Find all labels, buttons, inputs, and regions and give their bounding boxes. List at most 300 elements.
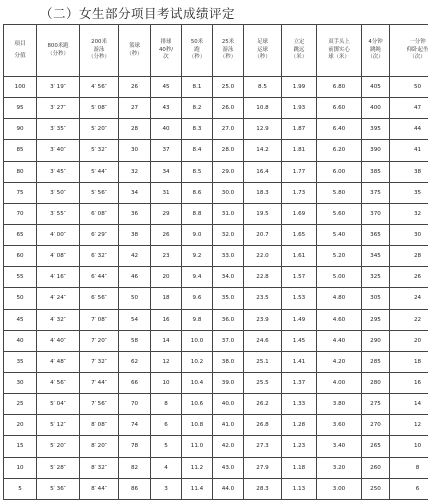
table-cell: 8.4: [182, 140, 213, 161]
table-cell: 20: [151, 267, 182, 288]
table-cell: 7′ 20″: [80, 330, 119, 351]
table-cell: 390: [362, 140, 390, 161]
table-row: [4, 77, 428, 98]
table-cell: 5′ 12″: [37, 415, 80, 436]
column-header: [317, 25, 362, 77]
column-header: [182, 25, 213, 77]
table-cell: 10.4: [182, 372, 213, 393]
column-header: [244, 25, 282, 77]
table-cell: 14: [390, 394, 428, 415]
table-cell: 31.0: [213, 203, 244, 224]
table-cell: 3′ 45″: [37, 161, 80, 182]
table-cell: 22.0: [244, 246, 282, 267]
table-cell: 23.5: [244, 288, 282, 309]
table-cell: 4′ 16″: [37, 267, 80, 288]
column-header-line: 一分钟: [409, 39, 426, 46]
score-cell: 55: [4, 267, 37, 288]
table-cell: 26: [119, 77, 151, 98]
table-cell: 1.41: [282, 351, 317, 372]
table-cell: 8.6: [182, 182, 213, 203]
table-cell: 22.8: [244, 267, 282, 288]
table-cell: 345: [362, 246, 390, 267]
table-cell: 43.0: [213, 457, 244, 478]
table-cell: 26.2: [244, 394, 282, 415]
table-cell: 8.2: [182, 98, 213, 119]
table-row: [4, 394, 428, 415]
column-header-line: 运球: [257, 46, 268, 53]
table-cell: 38: [390, 161, 428, 182]
table-row: [4, 224, 428, 245]
score-cell: 90: [4, 119, 37, 140]
table-cell: 4′ 56″: [37, 372, 80, 393]
table-cell: 41: [390, 140, 428, 161]
score-cell: 35: [4, 351, 37, 372]
table-cell: 40: [151, 119, 182, 140]
table-cell: 44: [390, 119, 428, 140]
table-cell: 5.20: [317, 246, 362, 267]
table-cell: 5′ 20″: [80, 119, 119, 140]
score-table: [3, 24, 428, 500]
table-cell: 10.6: [182, 394, 213, 415]
table-cell: 37: [151, 140, 182, 161]
table-cell: 4′ 56″: [80, 77, 119, 98]
table-cell: 3.00: [317, 478, 362, 499]
column-header: [362, 25, 390, 77]
table-cell: 10: [151, 372, 182, 393]
table-cell: 58: [119, 330, 151, 351]
table-cell: 26.0: [213, 98, 244, 119]
table-cell: 5′ 32″: [80, 140, 119, 161]
column-header-line: 200米: [91, 39, 107, 46]
table-cell: 74: [119, 415, 151, 436]
table-cell: 25.0: [213, 77, 244, 98]
table-cell: 3′ 19″: [37, 77, 80, 98]
column-header-line: 前掷实心: [328, 46, 350, 53]
table-cell: 4.20: [317, 351, 362, 372]
column-header-line: （秒）: [126, 50, 143, 57]
table-cell: 28: [119, 119, 151, 140]
table-cell: 1.33: [282, 394, 317, 415]
table-cell: 3′ 50″: [37, 182, 80, 203]
table-cell: 46: [119, 267, 151, 288]
table-cell: 12: [390, 415, 428, 436]
table-cell: 400: [362, 98, 390, 119]
table-cell: 7′ 08″: [80, 309, 119, 330]
column-header-line: 跑: [194, 46, 200, 53]
table-cell: 10: [390, 436, 428, 457]
table-cell: 4′ 40″: [37, 330, 80, 351]
table-cell: 32: [119, 161, 151, 182]
table-cell: 3′ 35″: [37, 119, 80, 140]
table-cell: 23: [151, 246, 182, 267]
table-cell: 40.0: [213, 394, 244, 415]
column-header-line: （米）: [290, 54, 308, 61]
table-cell: 27.3: [244, 436, 282, 457]
table-cell: 27.9: [244, 457, 282, 478]
score-cell: 40: [4, 330, 37, 351]
table-cell: 39.0: [213, 372, 244, 393]
table-cell: 7′ 56″: [80, 394, 119, 415]
table-cell: 24.6: [244, 330, 282, 351]
table-cell: 5.80: [317, 182, 362, 203]
table-cell: 305: [362, 288, 390, 309]
table-cell: 1.57: [282, 267, 317, 288]
column-header-line: 跳绳: [370, 46, 381, 53]
table-row: [4, 119, 428, 140]
table-cell: 9.0: [182, 224, 213, 245]
table-cell: 290: [362, 330, 390, 351]
table-cell: 16: [151, 309, 182, 330]
table-cell: 3′ 40″: [37, 140, 80, 161]
table-cell: 10.2: [182, 351, 213, 372]
table-cell: 35.0: [213, 288, 244, 309]
table-cell: 3′ 55″: [37, 203, 80, 224]
table-cell: 1.99: [282, 77, 317, 98]
table-cell: 6: [151, 415, 182, 436]
table-cell: 9.2: [182, 246, 213, 267]
table-cell: 10.0: [182, 330, 213, 351]
table-cell: 6′ 32″: [80, 246, 119, 267]
table-cell: 50: [119, 288, 151, 309]
table-cell: 36: [119, 203, 151, 224]
table-cell: 31: [151, 182, 182, 203]
table-row: [4, 267, 428, 288]
column-header-line: 25米: [221, 39, 235, 46]
table-cell: 8.3: [182, 119, 213, 140]
table-cell: 8.8: [182, 203, 213, 224]
corner-header: [4, 25, 37, 77]
column-header: [390, 25, 428, 77]
table-cell: 260: [362, 457, 390, 478]
table-cell: 5′ 20″: [37, 436, 80, 457]
column-header-line: 排球: [160, 39, 172, 46]
column-header-line: 跳远: [293, 46, 305, 53]
score-cell: 70: [4, 203, 37, 224]
table-cell: 14: [151, 330, 182, 351]
column-header: [80, 25, 119, 77]
table-cell: 1.13: [282, 478, 317, 499]
table-cell: 10.8: [244, 98, 282, 119]
table-cell: 1.28: [282, 415, 317, 436]
table-cell: 4.00: [317, 372, 362, 393]
table-cell: 8: [390, 457, 428, 478]
table-cell: 9.6: [182, 288, 213, 309]
table-cell: 38.0: [213, 351, 244, 372]
table-cell: 405: [362, 77, 390, 98]
table-cell: 29.0: [213, 161, 244, 182]
score-cell: 15: [4, 436, 37, 457]
table-cell: 41.0: [213, 415, 244, 436]
table-cell: 66: [119, 372, 151, 393]
table-cell: 1.53: [282, 288, 317, 309]
table-cell: 1.45: [282, 330, 317, 351]
table-cell: 365: [362, 224, 390, 245]
table-cell: 70: [119, 394, 151, 415]
table-cell: 24: [390, 288, 428, 309]
table-cell: 5′ 36″: [37, 478, 80, 499]
table-cell: 1.37: [282, 372, 317, 393]
table-cell: 25.1: [244, 351, 282, 372]
table-cell: 1.18: [282, 457, 317, 478]
table-cell: 11.0: [182, 436, 213, 457]
table-cell: 4′ 00″: [37, 224, 80, 245]
table-cell: 7′ 44″: [80, 372, 119, 393]
table-row: [4, 140, 428, 161]
table-cell: 7′ 32″: [80, 351, 119, 372]
score-cell: 100: [4, 77, 37, 98]
table-cell: 29: [151, 203, 182, 224]
table-cell: 5′ 28″: [37, 457, 80, 478]
table-cell: 26: [390, 267, 428, 288]
table-cell: 1.93: [282, 98, 317, 119]
table-row: [4, 288, 428, 309]
table-cell: 4: [151, 457, 182, 478]
score-cell: 80: [4, 161, 37, 182]
table-cell: 47: [390, 98, 428, 119]
column-header: [119, 25, 151, 77]
table-cell: 6′ 08″: [80, 203, 119, 224]
score-cell: 30: [4, 372, 37, 393]
table-cell: 9.8: [182, 309, 213, 330]
table-cell: 285: [362, 351, 390, 372]
table-cell: 12: [151, 351, 182, 372]
table-cell: 42.0: [213, 436, 244, 457]
column-header-line: 4分钟: [368, 39, 383, 46]
table-cell: 3′ 27″: [37, 98, 80, 119]
table-cell: 45: [151, 77, 182, 98]
table-body: [4, 77, 428, 500]
column-header-line: （分秒）: [47, 50, 69, 57]
table-cell: 8′ 08″: [80, 415, 119, 436]
table-cell: 250: [362, 478, 390, 499]
table-cell: 18.3: [244, 182, 282, 203]
score-cell: 20: [4, 415, 37, 436]
table-cell: 1.77: [282, 161, 317, 182]
table-row: [4, 415, 428, 436]
table-cell: 4.40: [317, 330, 362, 351]
table-cell: 33.0: [213, 246, 244, 267]
table-row: [4, 372, 428, 393]
table-cell: 25.5: [244, 372, 282, 393]
table-cell: 14.2: [244, 140, 282, 161]
column-header-line: 次: [163, 54, 169, 61]
table-cell: 8.1: [182, 77, 213, 98]
table-cell: 5′ 04″: [37, 394, 80, 415]
table-cell: 35: [390, 182, 428, 203]
table-cell: 1.81: [282, 140, 317, 161]
score-cell: 5: [4, 478, 37, 499]
table-cell: 8.5: [244, 77, 282, 98]
column-header-line: （秒）: [188, 54, 206, 61]
score-cell: 65: [4, 224, 37, 245]
table-cell: 295: [362, 309, 390, 330]
table-cell: 34: [151, 161, 182, 182]
table-cell: 38: [119, 224, 151, 245]
table-cell: 4′ 32″: [37, 309, 80, 330]
table-cell: 5.60: [317, 203, 362, 224]
score-cell: 50: [4, 288, 37, 309]
table-cell: 1.69: [282, 203, 317, 224]
table-cell: 3.40: [317, 436, 362, 457]
table-cell: 325: [362, 267, 390, 288]
column-header-line: 立定: [293, 39, 305, 46]
table-cell: 6′ 29″: [80, 224, 119, 245]
table-cell: 30: [390, 224, 428, 245]
column-header-line: 800米跑: [47, 43, 69, 49]
table-row: [4, 457, 428, 478]
table-cell: 50: [390, 77, 428, 98]
column-header-line: 游泳: [93, 46, 105, 53]
table-row: [4, 98, 428, 119]
table-cell: 34.0: [213, 267, 244, 288]
table-cell: 1.87: [282, 119, 317, 140]
table-cell: 27: [119, 98, 151, 119]
table-cell: 43: [151, 98, 182, 119]
table-cell: 6: [390, 478, 428, 499]
table-cell: 18: [390, 351, 428, 372]
column-header-line: 篮球: [129, 43, 140, 49]
table-cell: 30: [119, 140, 151, 161]
table-cell: 30.0: [213, 182, 244, 203]
score-cell: 60: [4, 246, 37, 267]
column-header-line: 游泳: [222, 46, 234, 53]
table-cell: 8.5: [182, 161, 213, 182]
table-cell: 3.80: [317, 394, 362, 415]
column-header-line: （秒）: [219, 54, 237, 61]
table-cell: 16.4: [244, 161, 282, 182]
table-cell: 23.9: [244, 309, 282, 330]
table-cell: 6.20: [317, 140, 362, 161]
table-row: [4, 351, 428, 372]
table-cell: 37.0: [213, 330, 244, 351]
table-cell: 11.4: [182, 478, 213, 499]
table-row: [4, 436, 428, 457]
table-cell: 370: [362, 203, 390, 224]
table-cell: 4.60: [317, 309, 362, 330]
table-cell: 82: [119, 457, 151, 478]
table-cell: 8′ 32″: [80, 457, 119, 478]
table-cell: 6.40: [317, 119, 362, 140]
table-cell: 5: [151, 436, 182, 457]
table-cell: 275: [362, 394, 390, 415]
column-header-line: 50米: [190, 39, 204, 46]
table-cell: 3.20: [317, 457, 362, 478]
table-cell: 22: [390, 309, 428, 330]
table-cell: 385: [362, 161, 390, 182]
table-cell: 12.9: [244, 119, 282, 140]
table-cell: 78: [119, 436, 151, 457]
table-cell: 19.5: [244, 203, 282, 224]
table-cell: 36.0: [213, 309, 244, 330]
score-cell: 25: [4, 394, 37, 415]
table-cell: 5′ 08″: [80, 98, 119, 119]
score-cell: 45: [4, 309, 37, 330]
table-cell: 16: [390, 372, 428, 393]
column-header-line: 球（米）: [328, 54, 350, 61]
table-cell: 3.60: [317, 415, 362, 436]
table-cell: 395: [362, 119, 390, 140]
table-cell: 4.80: [317, 288, 362, 309]
table-cell: 11.2: [182, 457, 213, 478]
table-cell: 6′ 44″: [80, 267, 119, 288]
table-cell: 270: [362, 415, 390, 436]
table-cell: 5′ 44″: [80, 161, 119, 182]
table-cell: 8: [151, 394, 182, 415]
column-header-line: （分秒）: [88, 54, 110, 61]
table-cell: 1.65: [282, 224, 317, 245]
table-cell: 28.3: [244, 478, 282, 499]
table-cell: 6′ 56″: [80, 288, 119, 309]
header-row: [4, 25, 428, 77]
score-cell: 75: [4, 182, 37, 203]
table-cell: 34: [119, 182, 151, 203]
table-cell: 280: [362, 372, 390, 393]
table-cell: 375: [362, 182, 390, 203]
table-cell: 62: [119, 351, 151, 372]
corner-item-label: 项目: [14, 40, 26, 47]
table-cell: 265: [362, 436, 390, 457]
score-cell: 85: [4, 140, 37, 161]
table-cell: 28.0: [213, 140, 244, 161]
table-cell: 42: [119, 246, 151, 267]
table-cell: 6.80: [317, 77, 362, 98]
table-cell: 1.49: [282, 309, 317, 330]
column-header: [151, 25, 182, 77]
table-cell: 5.40: [317, 224, 362, 245]
table-cell: 26.8: [244, 415, 282, 436]
table-cell: 20.7: [244, 224, 282, 245]
table-cell: 20: [390, 330, 428, 351]
table-cell: 32.0: [213, 224, 244, 245]
table-cell: 1.73: [282, 182, 317, 203]
column-header-line: 双手头上: [328, 39, 350, 46]
table-cell: 8′ 44″: [80, 478, 119, 499]
table-cell: 4′ 08″: [37, 246, 80, 267]
table-cell: 86: [119, 478, 151, 499]
table-cell: 3: [151, 478, 182, 499]
column-header: [282, 25, 317, 77]
table-cell: 5′ 56″: [80, 182, 119, 203]
table-cell: 6.00: [317, 161, 362, 182]
table-row: [4, 161, 428, 182]
table-row: [4, 330, 428, 351]
column-header: [213, 25, 244, 77]
column-header-line: （次）: [367, 54, 384, 61]
column-header-line: （秒）: [254, 54, 271, 61]
table-row: [4, 478, 428, 499]
table-cell: 28: [390, 246, 428, 267]
score-cell: 10: [4, 457, 37, 478]
table-cell: 6.60: [317, 98, 362, 119]
column-header: [37, 25, 80, 77]
table-cell: 27.0: [213, 119, 244, 140]
column-header-line: 足球: [257, 39, 268, 46]
column-header-line: （次）: [409, 54, 426, 61]
table-cell: 1.23: [282, 436, 317, 457]
table-cell: 10.8: [182, 415, 213, 436]
corner-score-label: 分值: [14, 53, 26, 59]
table-cell: 32: [390, 203, 428, 224]
score-cell: 95: [4, 98, 37, 119]
table-row: [4, 182, 428, 203]
table-cell: 54: [119, 309, 151, 330]
table-row: [4, 309, 428, 330]
table-cell: 9.4: [182, 267, 213, 288]
table-cell: 44.0: [213, 478, 244, 499]
column-header-line: 40秒/: [158, 46, 174, 53]
table-cell: 5.00: [317, 267, 362, 288]
table-cell: 26: [151, 224, 182, 245]
